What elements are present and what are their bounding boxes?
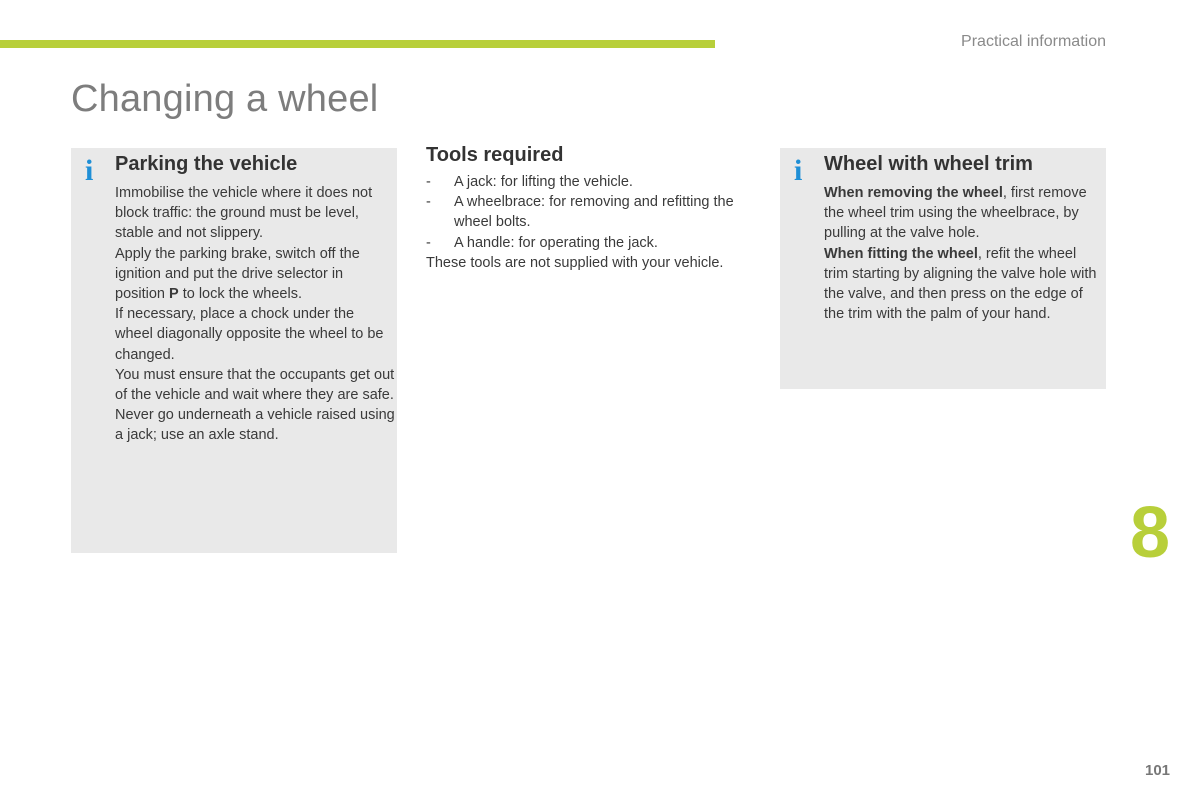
- tools-note: These tools are not supplied with your vehicle.: [426, 254, 724, 271]
- list-dash: -: [426, 174, 431, 190]
- removing-text: , first remove the wheel trim using the wheelbrace, by pulling at the valve hole.: [824, 185, 1087, 242]
- list-dash: -: [426, 194, 431, 211]
- parking-box-body: [115, 183, 395, 446]
- parking-paragraph-1: Immobilise the vehicle where it does not block traffic: the ground must be level, stable and not slippery.: [115, 185, 373, 242]
- wheel-trim-box-title: Wheel with wheel trim: [824, 153, 1033, 175]
- parking-paragraph-3: If necessary, place a chock under the wheel diagonally opposite the wheel to be changed.: [115, 306, 384, 363]
- parking-paragraph-5: Never go underneath a vehicle raised using a jack; use an axle stand.: [115, 407, 395, 444]
- info-icon: i: [85, 154, 94, 187]
- tools-section: [426, 144, 756, 273]
- tool-item-text: A jack: for lifting the vehicle.: [454, 174, 633, 190]
- parking-box-title: Parking the vehicle: [115, 153, 298, 175]
- header-accent-bar: [0, 40, 715, 48]
- tool-item-text: A handle: for operating the jack.: [454, 234, 658, 251]
- wheel-trim-info-box: [780, 148, 1106, 389]
- wheel-trim-box-body: [824, 183, 1104, 324]
- parking-paragraph-4: You must ensure that the occupants get out of the vehicle and wait where they are safe.: [115, 366, 395, 404]
- fitting-text: , refit the wheel trim starting by aligning the valve hole with the valve, and then press on the edge of the trim with the palm of your hand.: [824, 245, 1097, 323]
- page-title: Changing a wheel: [71, 78, 379, 120]
- list-item: [426, 192, 756, 232]
- tools-title: Tools required: [426, 144, 564, 166]
- info-icon: i: [794, 154, 803, 187]
- page-number: 101: [1145, 762, 1171, 779]
- list-item: [426, 172, 756, 192]
- chapter-number: 8: [1130, 493, 1171, 573]
- parking-paragraph-2: [115, 244, 395, 305]
- section-title: Practical information: [961, 33, 1106, 50]
- wheel-trim-paragraph-2: [824, 244, 1104, 325]
- drive-position-p: P: [169, 286, 179, 303]
- list-dash: -: [426, 234, 431, 251]
- wheel-trim-paragraph-1: [824, 183, 1104, 244]
- fitting-label: When fitting the wheel: [824, 245, 978, 262]
- removing-label: When removing the wheel: [824, 185, 1003, 201]
- parking-paragraph-2-end: to lock the wheels.: [178, 286, 303, 303]
- parking-paragraph-2-start: Apply the parking brake, switch off the ignition and put the drive selector in position: [115, 245, 360, 303]
- tool-item-text: A wheelbrace: for removing and refitting the wheel bolts.: [454, 194, 734, 231]
- parking-info-box: [71, 148, 397, 553]
- tools-list: [426, 172, 756, 253]
- list-item: [426, 233, 756, 253]
